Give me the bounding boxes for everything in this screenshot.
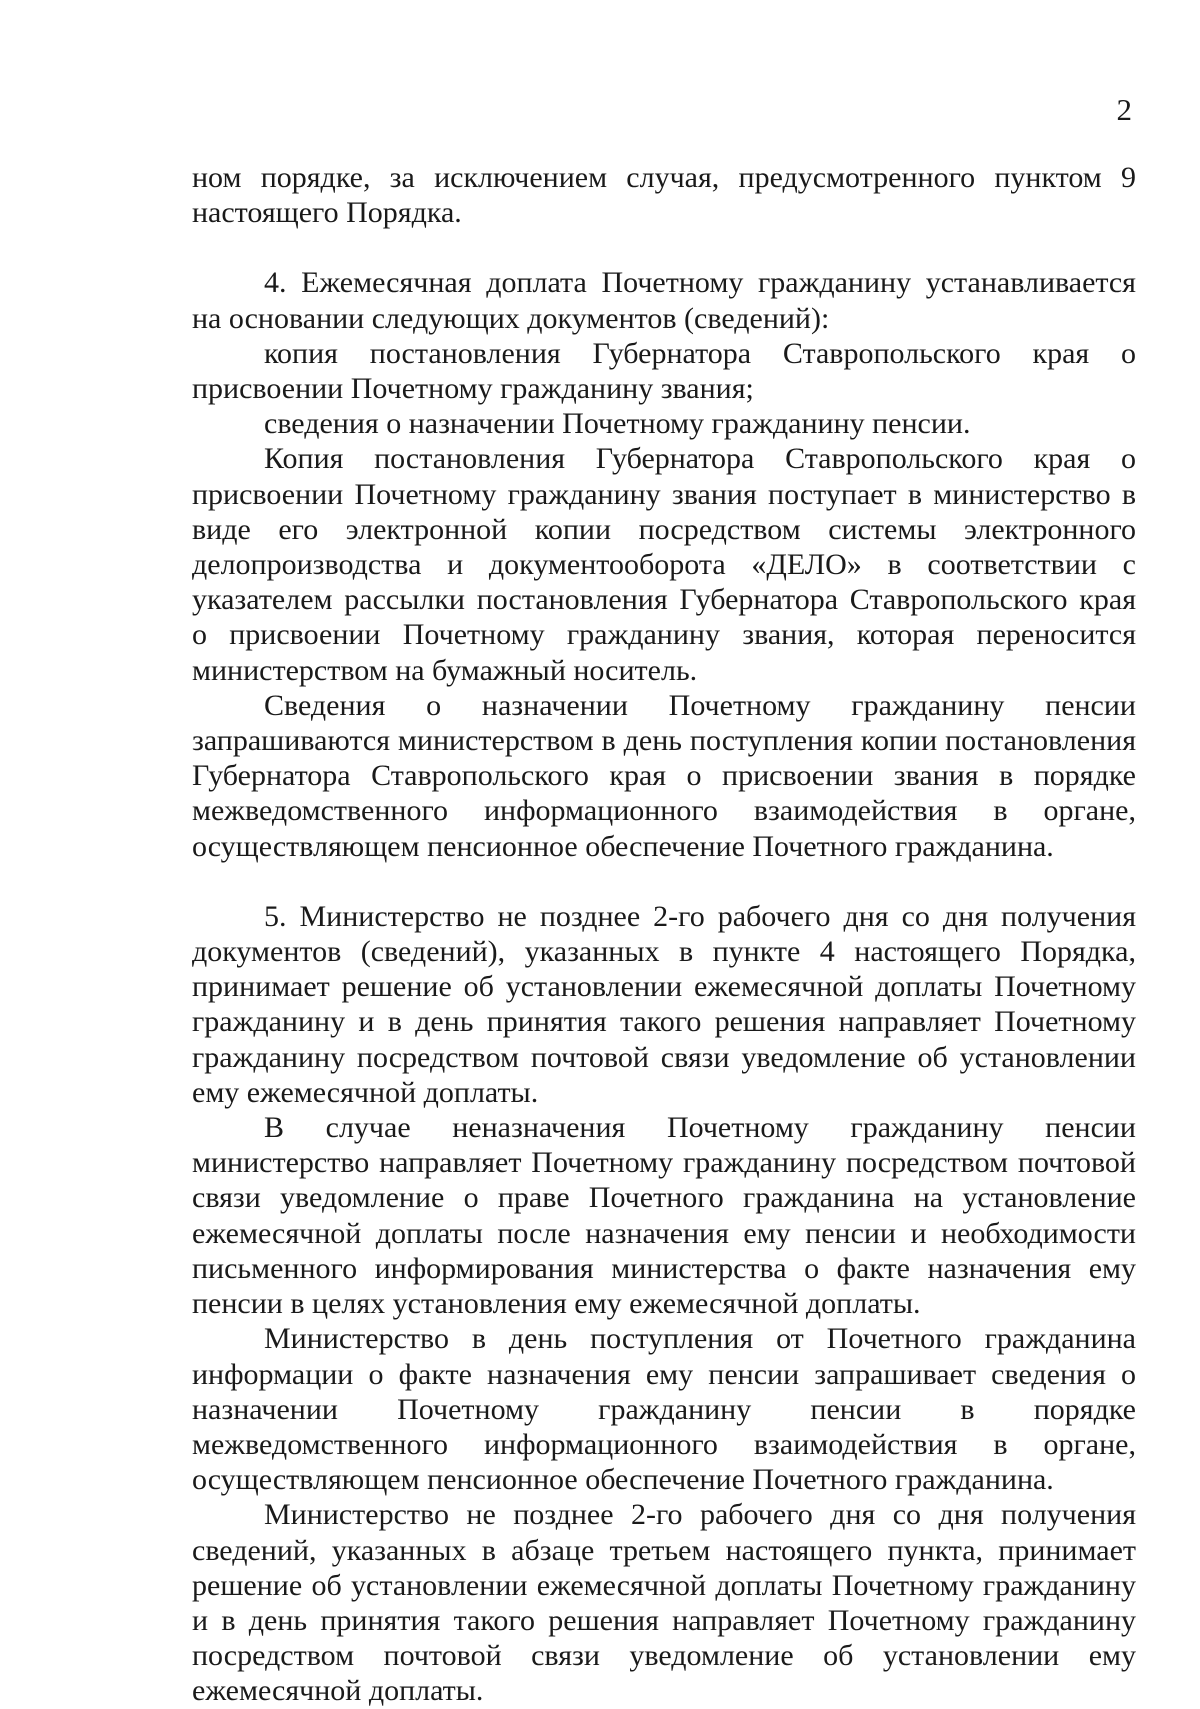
list-entry-decree-copy: копия постановления Губернатора Ставропольского края о присвоении Почетному гражданину звания;: [192, 336, 1136, 406]
paragraph-item-5: 5. Министерство не позднее 2-го рабочего дня со дня получения документов (сведений), указанных в пункте 4 настоящего Порядка, принимает решение об установлении ежемесячной доплаты Почетному гражданину и в день принятия такого решения направляет Почетному гражданину посредством почтовой связи уведомление об установлении ему ежемесячной доплаты.: [192, 899, 1136, 1109]
paragraph-pension-info-request: Сведения о назначении Почетному гражданину пенсии запрашиваются министерством в день поступления копии постановления Губернатора Ставропольского края о присвоении звания в порядке межведомственного информационного взаимодействия в органе, осуществляющем пенсионное обеспечение Почетного гражданина.: [192, 688, 1136, 863]
page-number: 2: [1116, 92, 1132, 127]
paragraph-spacer: [192, 230, 1136, 265]
list-entry-pension-info: сведения о назначении Почетному гражданину пенсии.: [264, 407, 971, 441]
paragraph-item-4: 4. Ежемесячная доплата Почетному гражданину устанавливается на основании следующих документов (сведений):: [192, 266, 1136, 335]
paragraph-continuation: ном порядке, за исключением случая, предусмотренного пунктом 9 настоящего Порядка.: [192, 161, 1136, 230]
paragraph-ministry-request: Министерство в день поступления от Почетного гражданина информации о факте назначения ему пенсии запрашивает сведения о назначении Почетному гражданину пенсии в порядке межведомственного информационного взаимодействия в органе, осуществляющем пенсионное обеспечение Почетного гражданина.: [192, 1322, 1136, 1497]
paragraph-spacer: [192, 864, 1136, 899]
paragraph-no-pension-case: В случае неназначения Почетному гражданину пенсии министерство направляет Почетному гражданину посредством почтовой связи уведомление о праве Почетного гражданина на установление ежемесячной доплаты после назначения ему пенсии и необходимости письменного информирования министерства о факте назначения ему пенсии в целях установления ему ежемесячной доплаты.: [192, 1111, 1136, 1321]
document-body: [192, 160, 1136, 1709]
paragraph-decree-copy-delivery: Копия постановления Губернатора Ставропольского края о присвоении Почетному гражданину звания поступает в министерство в виде его электронной копии посредством системы электронного делопроизводства и документооборота «ДЕЛО» в соответствии с указателем рассылки постановления Губернатора Ставропольского края о присвоении Почетному гражданину звания, которая переносится министерством на бумажный носитель.: [192, 442, 1136, 687]
paragraph-ministry-decision: Министерство не позднее 2-го рабочего дня со дня получения сведений, указанных в абзаце третьем настоящего пункта, принимает решение об установлении ежемесячной доплаты Почетному гражданину и в день принятия такого решения направляет Почетному гражданину посредством почтовой связи уведомление об установлении ему ежемесячной доплаты.: [192, 1498, 1136, 1708]
